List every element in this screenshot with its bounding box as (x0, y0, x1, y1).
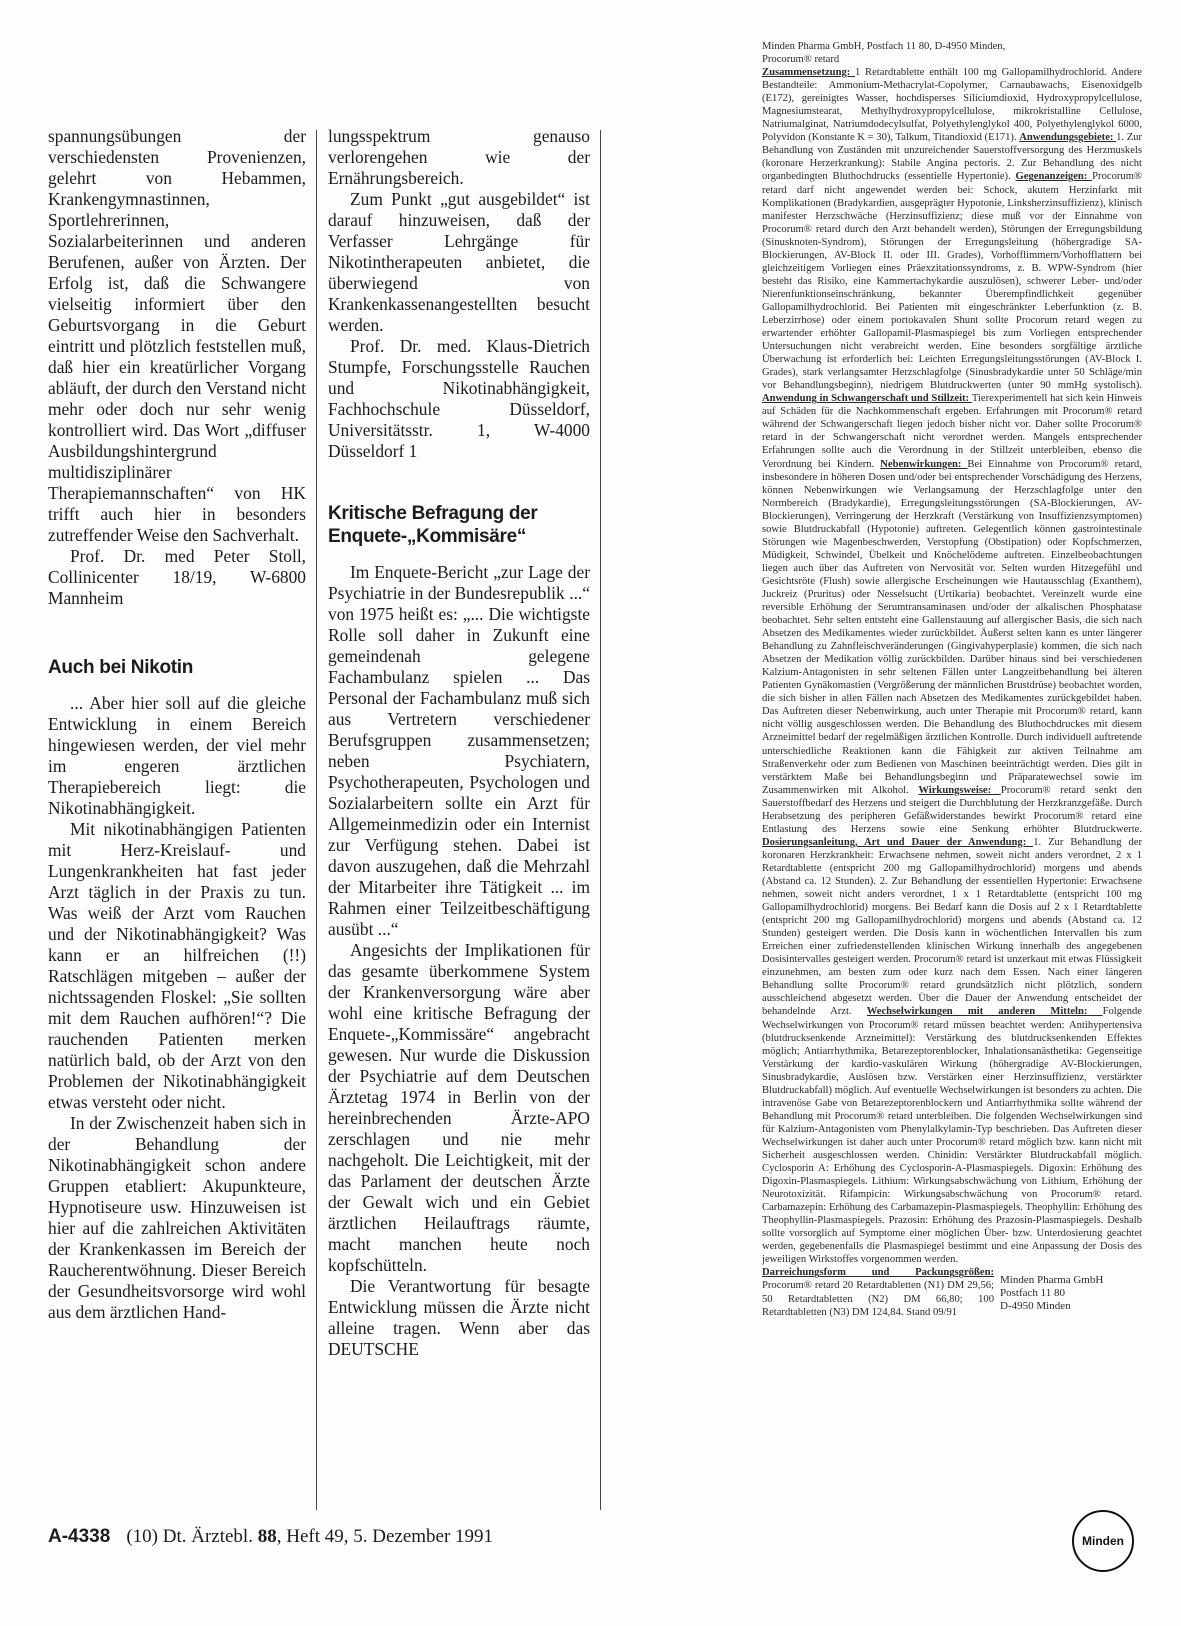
ad-footer (762, 1266, 1142, 1318)
ad-body (762, 66, 1142, 1266)
text-darreichung: Procorum® retard 20 Retardtabletten (N1) DM 29,56; 50 Retardtabletten (N2) DM 66,80; 100 Retardtabletten (N3) DM 124,84. Stand 09/91 (762, 1280, 994, 1318)
author-signature: Prof. Dr. med. Klaus-Dietrich Stumpfe, Forschungsstelle Rauchen und Nikotinabhängigkeit, Fachhochschule Düsseldorf, Universitätsstr. 1, W-4000 Düsseldorf 1 (328, 336, 590, 461)
text-nebenwirkungen: Bei Einnahme von Procorum® retard, insbesondere in höheren Dosen und/oder bei entsprechender Vorschädigung des Herzens, können Nebenwirkungen wie Verlangsamung der Herzschlagfolge unter den Normbereich (Bradykardie), Erregungsleitungsstörungen (SA-Blockierungen, AV-Blockierungen), Verringerung der Herzkraft (Verstärkung von Insuffizienzsymptomen) sowie Blutdruckabfall (Hypotonie) auftreten. Gelegentlich können gastrointestinale Störungen wie Magenbeschwerden, Verstopfung (Obstipation) oder Kopfschmerzen, Müdigkeit, Schwindel, Übelkeit und Knöchelödeme auftreten. Einzelbeobachtungen liegen auch über das Auftreten von Nervosität vor. Selten wurden Hitzegefühl und Gesichtsröte (Flush) sowie allergische Erscheinungen wie Hautausschlag (Exanthem), Juckreiz (Pruritus) oder Nesselsucht (Urtikaria) beobachtet. Vereinzelt wurde eine reversible Erhöhung der Serumtransaminasen und/oder der alkalischen Phosphatase beobachtet. Sehr selten entsteht eine Gallenstauung auf allergischer Basis, die sich nach Absetzen des Medikamentes wieder zurückbildet. Äußerst selten kann es unter längerer Behandlung zu Zahnfleischveränderungen (Gingivahyperplasie) kommen, die sich nach Absetzen der Medikation völlig zurückbilden. Darüber hinaus sind bei verschiedenen Kalzium-Antagonisten in sehr seltenen Fällen unter Langzeitbehandlung bei älteren Patienten Gynäkomastien (Vergrößerung der männlichen Brustdrüse) beobachtet worden, die sich bisher in allen Fällen nach Absetzen des Medikamentes zurückgebildet haben. Das Auftreten dieser Nebenwirkung, auch unter Therapie mit Procorum® retard, kann nicht völlig ausgeschlossen werden. Die Behandlung des Bluthochdruckes mit diesem Arzneimittel bedarf der regelmäßigen ärztlichen Kontrolle. Durch individuell auftretende unterschiedliche Reaktionen kann die Fähigkeit zur aktiven Teilnahme am Straßenverkehr oder zum Bedienen von Maschinen beeinträchtigt werden. Dies gilt in verstärktem Maße bei Behandlungsbeginn und Präparatewechsel sowie im Zusammenwirken mit Alkohol. (762, 458, 1143, 796)
column-divider (316, 130, 317, 1510)
paragraph: Die Verantwortung für besagte Entwicklung müssen die Ärzte nicht alleine tragen. Wenn aber das DEUTSCHE (328, 1276, 590, 1359)
label-zusammensetzung: Zusammensetzung: (762, 67, 856, 79)
paragraph: Zum Punkt „gut ausgebildet“ ist darauf hinzuweisen, daß der Verfasser Lehrgänge für Nikotintherapeuten anbietet, die überwiegend von Krankenkassenangestellten besucht werden. (328, 189, 590, 335)
product-line: Procorum® retard (762, 54, 840, 66)
paragraph: lungsspektrum genauso verlorengehen wie der Ernährungsbereich. (328, 126, 590, 188)
label-wirkungsweise: Wirkungsweise: (918, 784, 1001, 796)
paragraph: ... Aber hier soll auf die gleiche Entwicklung in einem Bereich hingewiesen werden, der viel mehr im engeren ärztlichen Therapiebereich liegt: die Nikotinabhängigkeit. (48, 693, 306, 818)
ad-footer-text (762, 1266, 994, 1318)
article-column-left (48, 126, 306, 1323)
logo-text: Minden (1082, 1534, 1124, 1548)
author-signature: Prof. Dr. med Peter Stoll, Collinicenter 18/19, W-6800 Mannheim (48, 546, 306, 608)
paragraph: Im Enquete-Bericht „zur Lage der Psychiatrie in der Bundesrepublik ...“ von 1975 heißt es: „... Die wichtigste Rolle soll daher in Zukunft eine gemeindenah gelegene Fachambulanz spielen ... Das Personal der Fachambulanz muß sich aus Vertretern verschiedener Berufsgruppen zusammensetzen; neben Psychiatern, Psychotherapeuten, Psychologen und Sozialarbeitern sollte ein Arzt für Allgemeinmedizin oder ein Internist zur Verfügung stehen. Dabei ist davon auszugehen, daß die Mehrzahl der Mitarbeiter ihre Tätigkeit ... im Rahmen einer Teilzeitbeschäftigung ausübt ...“ (328, 562, 590, 939)
ad-header (762, 40, 1142, 66)
label-schwangerschaft: Anwendung in Schwangerschaft und Stillzeit: (762, 393, 972, 405)
section-heading: Auch bei Nikotin (48, 657, 194, 678)
label-dosierung: Dosierungsanleitung, Art und Dauer der Anwendung: (762, 836, 1034, 848)
company-line: Minden Pharma GmbH, Postfach 11 80, D-4950 Minden, (762, 41, 1006, 52)
label-wechselwirkungen: Wechselwirkungen mit anderen Mitteln: (866, 1006, 1103, 1018)
text-gegenanzeigen: Procorum® retard darf nicht angewendet werden bei: Schock, akutem Herzinfarkt mit Komplikationen (Bradykardien, ausgeprägter Hypotonie, Linksherzinsuffizienz), klinisch manifester Herzschwäche (Herzinsuffizienz; diese muß vor der Einnahme von Procorum® retard durch den Arzt behandelt werden), Störungen der Erregungsbildung (Sinusknoten-Syndrom), Störungen der Erregungsleitung (höhergradige SA-Blockierungen, AV-Block II. oder III. Grades), Vorhofflimmern/Vorhofflattern bei gleichzeitigem Vorliegen eines Präexzitationssyndroms, z. B. WPW-Syndrom (hier besteht das Risiko, eine Kammertachykardie auszulösen), schwerer Leber- und/oder Nierenfunktionseinschränkung, bekannter Überempfindlichkeit gegenüber Gallopamilhydrochlorid. Bei Patienten mit eingeschränkter Leberfunktion (z. B. Leberzirrhose) oder einem portokavalen Shunt sollte Procorum retard wegen zu erwartender erhöhter Gallopamil-Plasmaspiegel bis zum Vorliegen entsprechender Untersuchungen nicht verabreicht werden. Eine besonders sorgfältige ärztliche Überwachung ist erforderlich bei: Leichten Erregungsleitungsstörungen (AV-Block I. Grades), stark verlangsamter Herzschlagfolge (Sinusbradykardie unter 50 Schläge/min vor Behandlungsbeginn), niedrigem Blutdruckwerten (unter 90 mmHg systolisch). (762, 171, 1142, 392)
label-darreichung: Darreichungsform und Packungsgrößen: (762, 1267, 994, 1279)
page-number: A-4338 (48, 1526, 111, 1547)
paragraph: Mit nikotinabhängigen Patienten mit Herz-Kreislauf- und Lungenkrankheiten hat fast jeder Arzt täglich in der Praxis zu tun. Was weiß der Arzt vom Rauchen und der Nikotinabhängigkeit? Was kann er an hilfreichen (!!) Ratschlägen mitgeben – außer der nichtssagenden Floskel: „Sie sollten mit dem Rauchen aufhören!“? Die rauchenden Patienten merken natürlich bald, ob der Arzt von den Problemen der Nikotinabhängigkeit etwas versteht oder nicht. (48, 819, 306, 1112)
address-line: Postfach 11 80 (1000, 1287, 1065, 1300)
label-gegenanzeigen: Gegenanzeigen: (1015, 171, 1093, 183)
text-schwangerschaft: Tierexperimentell hat sich kein Hinweis auf Schäden für die Nachkommenschaft ergeben. Erfahrungen mit Procorum® retard während der Schwangerschaft liegen jedoch bisher nicht vor. Daher sollte Procorum® retard in der Schwangerschaft nicht verordnet werden. Mangels entsprechender Erfahrungen sollte auch die Verordnung in der Stillzeit unterbleiben, ebenso die Verordnung bei Kindern. (762, 393, 1142, 470)
paragraph: spannungsübungen der verschiedensten Provenienzen, gelehrt von Hebammen, Krankengymnastinnen, Sportlehrerinnen, Sozialarbeiterinnen und anderen Berufenen, außer von Ärzten. Der Erfolg ist, daß die Schwangere vielseitig informiert über den Geburtsvorgang in die Geburt eintritt und plötzlich feststellen muß, daß hier ein kreatürlicher Vorgang abläuft, der durch den Verstand nicht mehr oder doch nur sehr wenig kontrolliert wird. Das Wort „diffuser Ausbildungshintergrund multidisziplinärer Therapiemannschaften“ von HK trifft auch hier in besonders zutreffender Weise den Sachverhalt. (48, 126, 306, 545)
journal-volume: 88 (257, 1526, 277, 1547)
label-anwendungsgebiete: Anwendungsgebiete: (1019, 132, 1117, 144)
page-footer (48, 1525, 493, 1549)
text-dosierung: 1. Zur Behandlung der koronaren Herzkrankheit: Erwachsene nehmen, soweit nicht anders verordnet, 2 x 1 Retardtablette (entspricht 200 mg Gallopamilhydrochlorid) morgens und abends (Abstand ca. 12 Stunden). 2. Zur Behandlung der essentiellen Hypertonie: Erwachsene nehmen, soweit nicht anders verordnet, 1 x 1 Retardtablette (entspricht 100 mg Gallopamilhydrochlorid) morgens. Bei Bedarf kann die Dosis auf 2 x 1 Retardtablette (entspricht 200 mg Gallopamilhydrochlorid) morgens und abends (Abstand ca. 12 Stunden) gesteigert werden. Die Dosis kann in wöchentlichen Intervallen bis zum Erreichen einer zufriedenstellenden klinischen Wirkung innerhalb des angegebenen Dosisintervalles gesteigert werden. Procorum® retard ist unzerkaut mit etwas Flüssigkeit einzunehmen, am besten zum oder kurz nach dem Essen. Nach einer längeren Behandlung sollte Procorum® retard grundsätzlich nicht plötzlich, sondern ausschleichend abgesetzt werden. Über die Dauer der Anwendung entscheidet der behandelnde Arzt. (762, 836, 1142, 1018)
journal-name: (10) Dt. Ärztebl. (126, 1526, 253, 1547)
text-wirkungsweise: Procorum® retard senkt den Sauerstoffbedarf des Herzens und steigert die Durchblutung der Herzkranzgefäße. Durch Herabsetzung des peripheren Gefäßwiderstandes bewirkt Procorum® retard eine Entlastung des Herzens sowie eine Senkung erhöhter Blutdruckwerte. (762, 784, 1142, 835)
article-column-middle (328, 126, 590, 1360)
address-line: D-4950 Minden (1000, 1300, 1071, 1313)
text-anwendungsgebiete: 1. Zur Behandlung von Zuständen mit unzureichender Sauerstoffversorgung des Herzmuskels (koronare Herzerkrankung): Stabile Angina pectoris. 2. Zur Behandlung des nicht organbedingten Bluthochdrucks (essentielle Hypertonie). (762, 132, 1142, 183)
text-zusammensetzung: 1 Retardtablette enthält 100 mg Gallopamilhydrochlorid. Andere Bestandteile: Ammonium-Methacrylat-Copolymer, Carnaubawachs, Eisenoxidgelb (E172), gereinigtes Wasser, hochdisperses Siliciumdioxid, Hydroxypropylcellulose, Magnesiumstearat, Methylhydroxypropylcellulose, mikrokristalline Cellulose, Natriumalginat, Natriumdodecylsulfat, Polyethylenglykol 400, Polyethylenglykol 6000, Polyvidon (Konstante K = 30), Talkum, Titandioxid (E171). (762, 67, 1142, 144)
label-nebenwirkungen: Nebenwirkungen: (880, 458, 968, 470)
paragraph: In der Zwischenzeit haben sich in der Behandlung der Nikotinabhängigkeit schon andere Gruppen etabliert: Akupunkteure, Hypnotiseure usw. Hinzuweisen ist hier auf die zahlreichen Aktivitäten der Krankenkassen im Bereich der Raucherentwöhnung. Dieser Bereich der Gesundheitsvorsorge wird wohl aus dem ärztlichen Hand- (48, 1113, 306, 1322)
text-wechselwirkungen: Folgende Wechselwirkungen von Procorum® retard müssen beachtet werden: Antihypertensiva (blutdrucksenkende Arzneimittel): Verstärkung des blutdrucksenkenden Effektes möglich; Antiarrhythmika, Betarezeptorenblocker, Inhalationsanästhetika: Gegenseitige Verstärkung der kardio-vaskulären Wirkung (höhergradige AV-Blockierungen, Sinusbradykardie, Auslösen bzw. Verstärken einer Herzinsuffizienz, verstärkter Blutdruckabfall) möglich. Auf eventuelle Wechselwirkungen ist besonders zu achten. Die intravenöse Gabe von Betarezeptorenblockern und Antiarrhythmika sollte während der Behandlung mit Procorum® retard unterbleiben. Die folgenden Wechselwirkungen sind für Kalzium-Antagonisten vom Phenylalkylamin-Typ beschrieben. Das Auftreten dieser Wechselwirkungen ist daher auch unter Procorum® retard möglich bzw. kann nicht mit Sicherheit ausgeschlossen werden. Chinidin: Verstärkter Blutdruckabfall möglich. Cyclosporin A: Erhöhung des Cyclosporin-A-Plasmaspiegels. Digoxin: Erhöhung des Digoxin-Plasmaspiegels. Lithium: Wirkungsabschwächung von Lithium, Erhöhung der Neurotoxizität. Rifampicin: Wirkungsabschwächung von Procorum® retard. Carbamazepin: Erhöhung des Carbamazepin-Plasmaspiegels. Theophyllin: Erhöhung des Theophyllin-Plasmaspiegels. Prazosin: Erhöhung des Prazosin-Plasmaspiegels. Deshalb sollte vorsorglich auf Symptome einer möglichen Über- bzw. Unterdosierung geachtet werden, gegebenenfalls die Plasmaspiegel bestimmt und eine Anpassung der Dosis des jeweiligen Wirkstoffes vorgenommen werden. (762, 1006, 1143, 1266)
drug-information-box (762, 40, 1142, 1319)
paragraph: Angesichts der Implikationen für das gesamte überkommene System der Krankenversorgung wäre aber wohl eine kritische Befragung der Enquete-„Kommissäre“ angebracht gewesen. Nur wurde die Diskussion der Psychiatrie auf dem Deutschen Ärztetag 1974 in Berlin von der hereinbrechenden Ärzte-APO zerschlagen und nie mehr nachgeholt. Die Leichtigkeit, mit der das Parlament der deutschen Ärzte der Gewalt wich und ein Gebiet ärztlichen Heilauftrags räumte, macht manchen heute noch kopfschütteln. (328, 940, 590, 1275)
minden-logo (1072, 1510, 1134, 1572)
column-divider (600, 130, 601, 1510)
company-address (1000, 1274, 1140, 1313)
section-heading: Kritische Befragung der Enquete-„Kommisäre“ (328, 503, 538, 547)
address-line: Minden Pharma GmbH (1000, 1274, 1104, 1287)
journal-issue-date: , Heft 49, 5. Dezember 1991 (276, 1526, 494, 1547)
